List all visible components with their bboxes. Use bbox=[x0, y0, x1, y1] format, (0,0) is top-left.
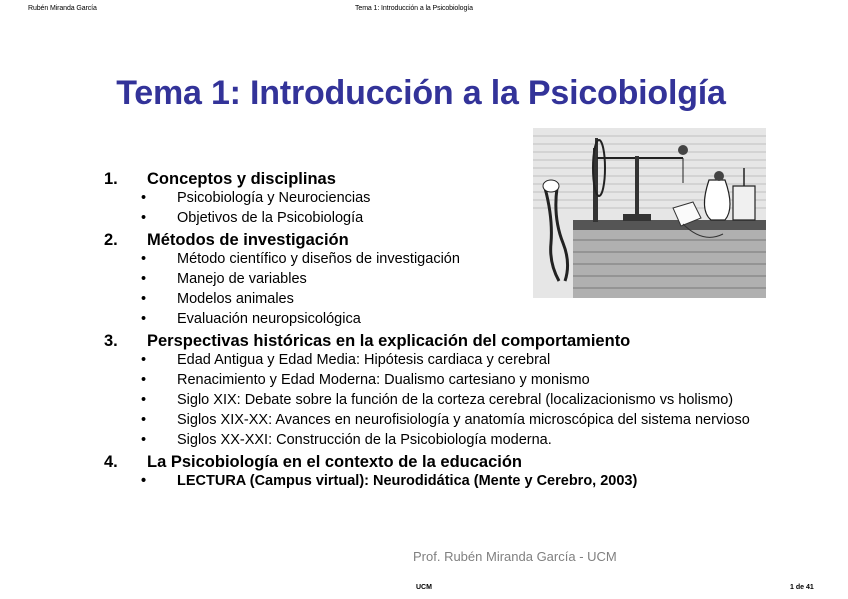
list-item bbox=[104, 433, 764, 447]
item-text: Siglo XIX: Debate sobre la función de la corteza cerebral (localizacionismo vs holismo) bbox=[177, 392, 734, 408]
item-text: LECTURA (Campus virtual): Neurodidática (Mente y Cerebro, 2003) bbox=[177, 473, 638, 489]
bullet: • bbox=[141, 473, 147, 489]
section-2 bbox=[104, 231, 764, 326]
section-number: 1. bbox=[104, 170, 118, 188]
section-number: 2. bbox=[104, 231, 118, 249]
footer-institution: UCM bbox=[416, 584, 432, 591]
item-text: Siglos XX-XXI: Construcción de la Psicobiología moderna. bbox=[177, 432, 552, 448]
list-item bbox=[104, 373, 764, 387]
bullet: • bbox=[141, 412, 147, 428]
page-number: 1 de 41 bbox=[790, 584, 814, 591]
bullet: • bbox=[141, 271, 147, 287]
list-item bbox=[104, 474, 764, 488]
list-item bbox=[104, 413, 764, 427]
item-text: Método científico y diseños de investigación bbox=[177, 251, 460, 267]
bullet: • bbox=[141, 432, 147, 448]
bullet: • bbox=[141, 251, 147, 267]
bullet: • bbox=[141, 291, 147, 307]
list-item bbox=[104, 272, 764, 286]
list-item bbox=[104, 353, 764, 367]
section-title: La Psicobiología en el contexto de la educación bbox=[147, 453, 523, 471]
outline bbox=[104, 170, 764, 494]
header-author: Rubén Miranda García bbox=[28, 5, 97, 12]
header-document-title: Tema 1: Introducción a la Psicobiología bbox=[355, 5, 473, 12]
item-text: Objetivos de la Psicobiología bbox=[177, 210, 364, 226]
section-4 bbox=[104, 453, 764, 488]
list-item bbox=[104, 312, 764, 326]
page-title: Tema 1: Introducción a la Psicobiolgía bbox=[116, 74, 726, 112]
bullet: • bbox=[141, 372, 147, 388]
item-text: Manejo de variables bbox=[177, 271, 307, 287]
bullet: • bbox=[141, 210, 147, 226]
list-item bbox=[104, 292, 764, 306]
item-text: Edad Antigua y Edad Media: Hipótesis cardiaca y cerebral bbox=[177, 352, 551, 368]
bullet: • bbox=[141, 190, 147, 206]
item-text: Renacimiento y Edad Moderna: Dualismo cartesiano y monismo bbox=[177, 372, 590, 388]
item-text: Psicobiología y Neurociencias bbox=[177, 190, 371, 206]
bullet: • bbox=[141, 352, 147, 368]
section-title: Conceptos y disciplinas bbox=[147, 170, 336, 188]
list-item bbox=[104, 393, 764, 407]
item-text: Modelos animales bbox=[177, 291, 294, 307]
section-title: Perspectivas históricas en la explicación del comportamiento bbox=[147, 332, 631, 350]
section-title: Métodos de investigación bbox=[147, 231, 349, 249]
item-text: Evaluación neuropsicológica bbox=[177, 311, 361, 327]
section-number: 3. bbox=[104, 332, 118, 350]
list-item bbox=[104, 191, 764, 205]
list-item bbox=[104, 252, 764, 266]
bullet: • bbox=[141, 392, 147, 408]
item-text: Siglos XIX-XX: Avances en neurofisiología y anatomía microscópica del sistema nervioso bbox=[177, 412, 750, 428]
list-item bbox=[104, 211, 764, 225]
section-3 bbox=[104, 332, 764, 447]
bullet: • bbox=[141, 311, 147, 327]
section-1 bbox=[104, 170, 764, 225]
section-number: 4. bbox=[104, 453, 118, 471]
author-credit: Prof. Rubén Miranda García - UCM bbox=[413, 549, 617, 564]
